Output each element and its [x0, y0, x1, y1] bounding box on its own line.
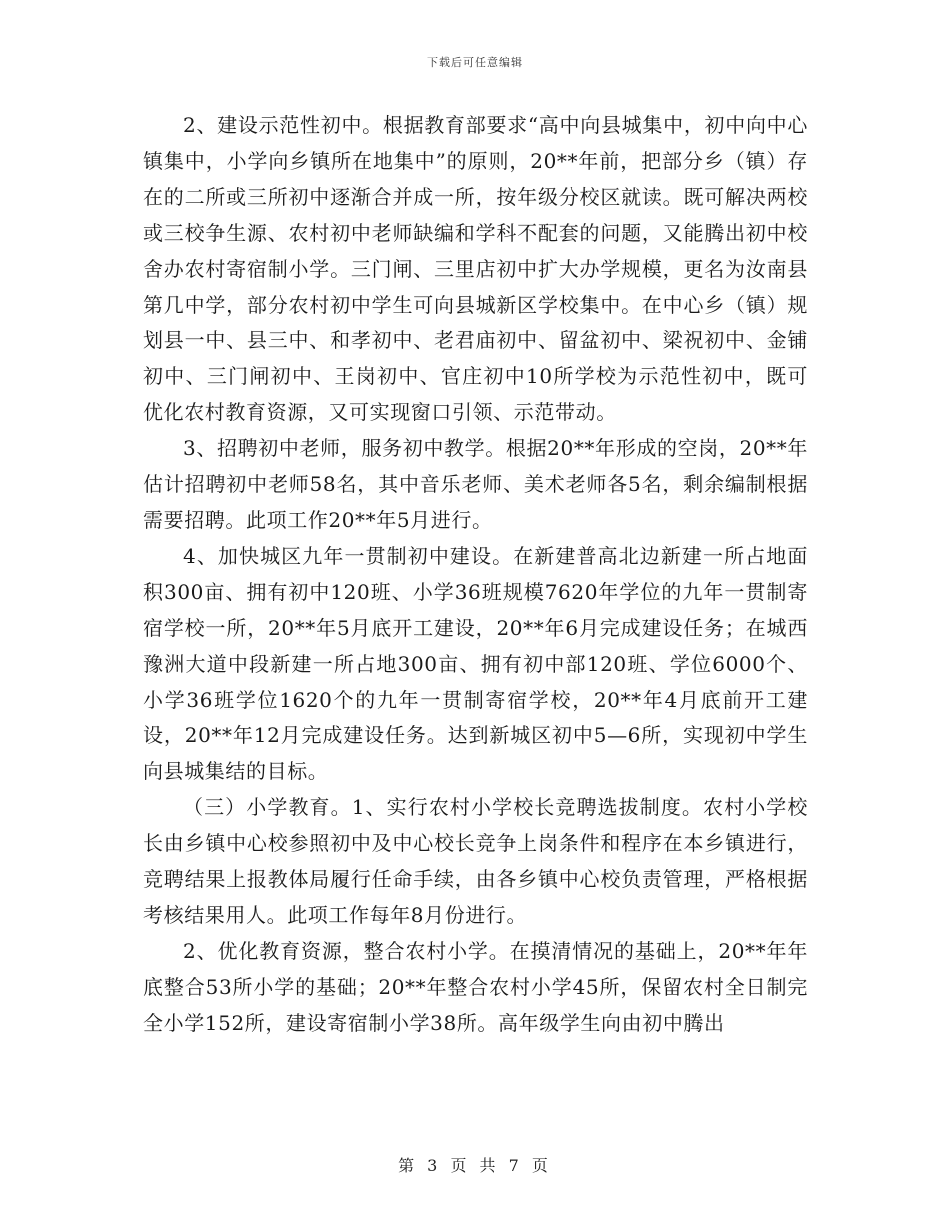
- paragraph: 2、建设示范性初中。根据教育部要求“高中向县城集中，初中向中心镇集中，小学向乡镇所在地集中”的原则，20**年前，把部分乡（镇）存在的二所或三所初中逐渐合并成一所，按年级分校区就读。既可解决两校或三校争生源、农村初中老师缺编和学科不配套的问题，又能腾出初中校舍办农村寄宿制小学。三门闸、三里店初中扩大办学规模，更名为汝南县第几中学，部分农村初中学生可向县城新区学校集中。在中心乡（镇）规划县一中、县三中、和孝初中、老君庙初中、留盆初中、梁祝初中、金铺初中、三门闸初中、王岗初中、官庄初中10所学校为示范性初中，既可优化农村教育资源，又可实现窗口引领、示范带动。: [143, 113, 808, 425]
- paragraph: 4、加快城区九年一贯制初中建设。在新建普高北边新建一所占地面积300亩、拥有初中120班、小学36班规模7620年学位的九年一贯制寄宿学校一所，20**年5月底开工建设，20**年6月完成建设任务；在城西豫洲大道中段新建一所占地300亩、拥有初中部120班、学位6000个、小学36班学位1620个的九年一贯制寄宿学校，20**年4月底前开工建设，20**年12月完成建设任务。达到新城区初中5—6所，实现初中学生向县城集结的目标。: [143, 543, 808, 784]
- paragraph: 3、招聘初中老师，服务初中教学。根据20**年形成的空岗，20**年估计招聘初中老师58名，其中音乐老师、美术老师各5名，剩余编制根据需要招聘。此项工作20**年5月进行。: [143, 436, 808, 532]
- paragraph: 2、优化教育资源，整合农村小学。在摸清情况的基础上，20**年年底整合53所小学的基础；20**年整合农村小学45所，保留农村全日制完全小学152所，建设寄宿制小学38所。高年级学生向由初中腾出: [143, 938, 808, 1035]
- document-body: [143, 108, 808, 1042]
- paragraph: （三）小学教育。1、实行农村小学校长竞聘选拔制度。农村小学校长由乡镇中心校参照初中及中心校长竞争上岗条件和程序在本乡镇进行，竞聘结果上报教体局履行任命手续，由各乡镇中心校负责管理，严格根据考核结果用人。此项工作每年8月份进行。: [143, 795, 808, 927]
- page-number-footer: 第 3 页 共 7 页: [398, 1156, 552, 1175]
- page-header-note: 下载后可任意编辑: [427, 56, 523, 69]
